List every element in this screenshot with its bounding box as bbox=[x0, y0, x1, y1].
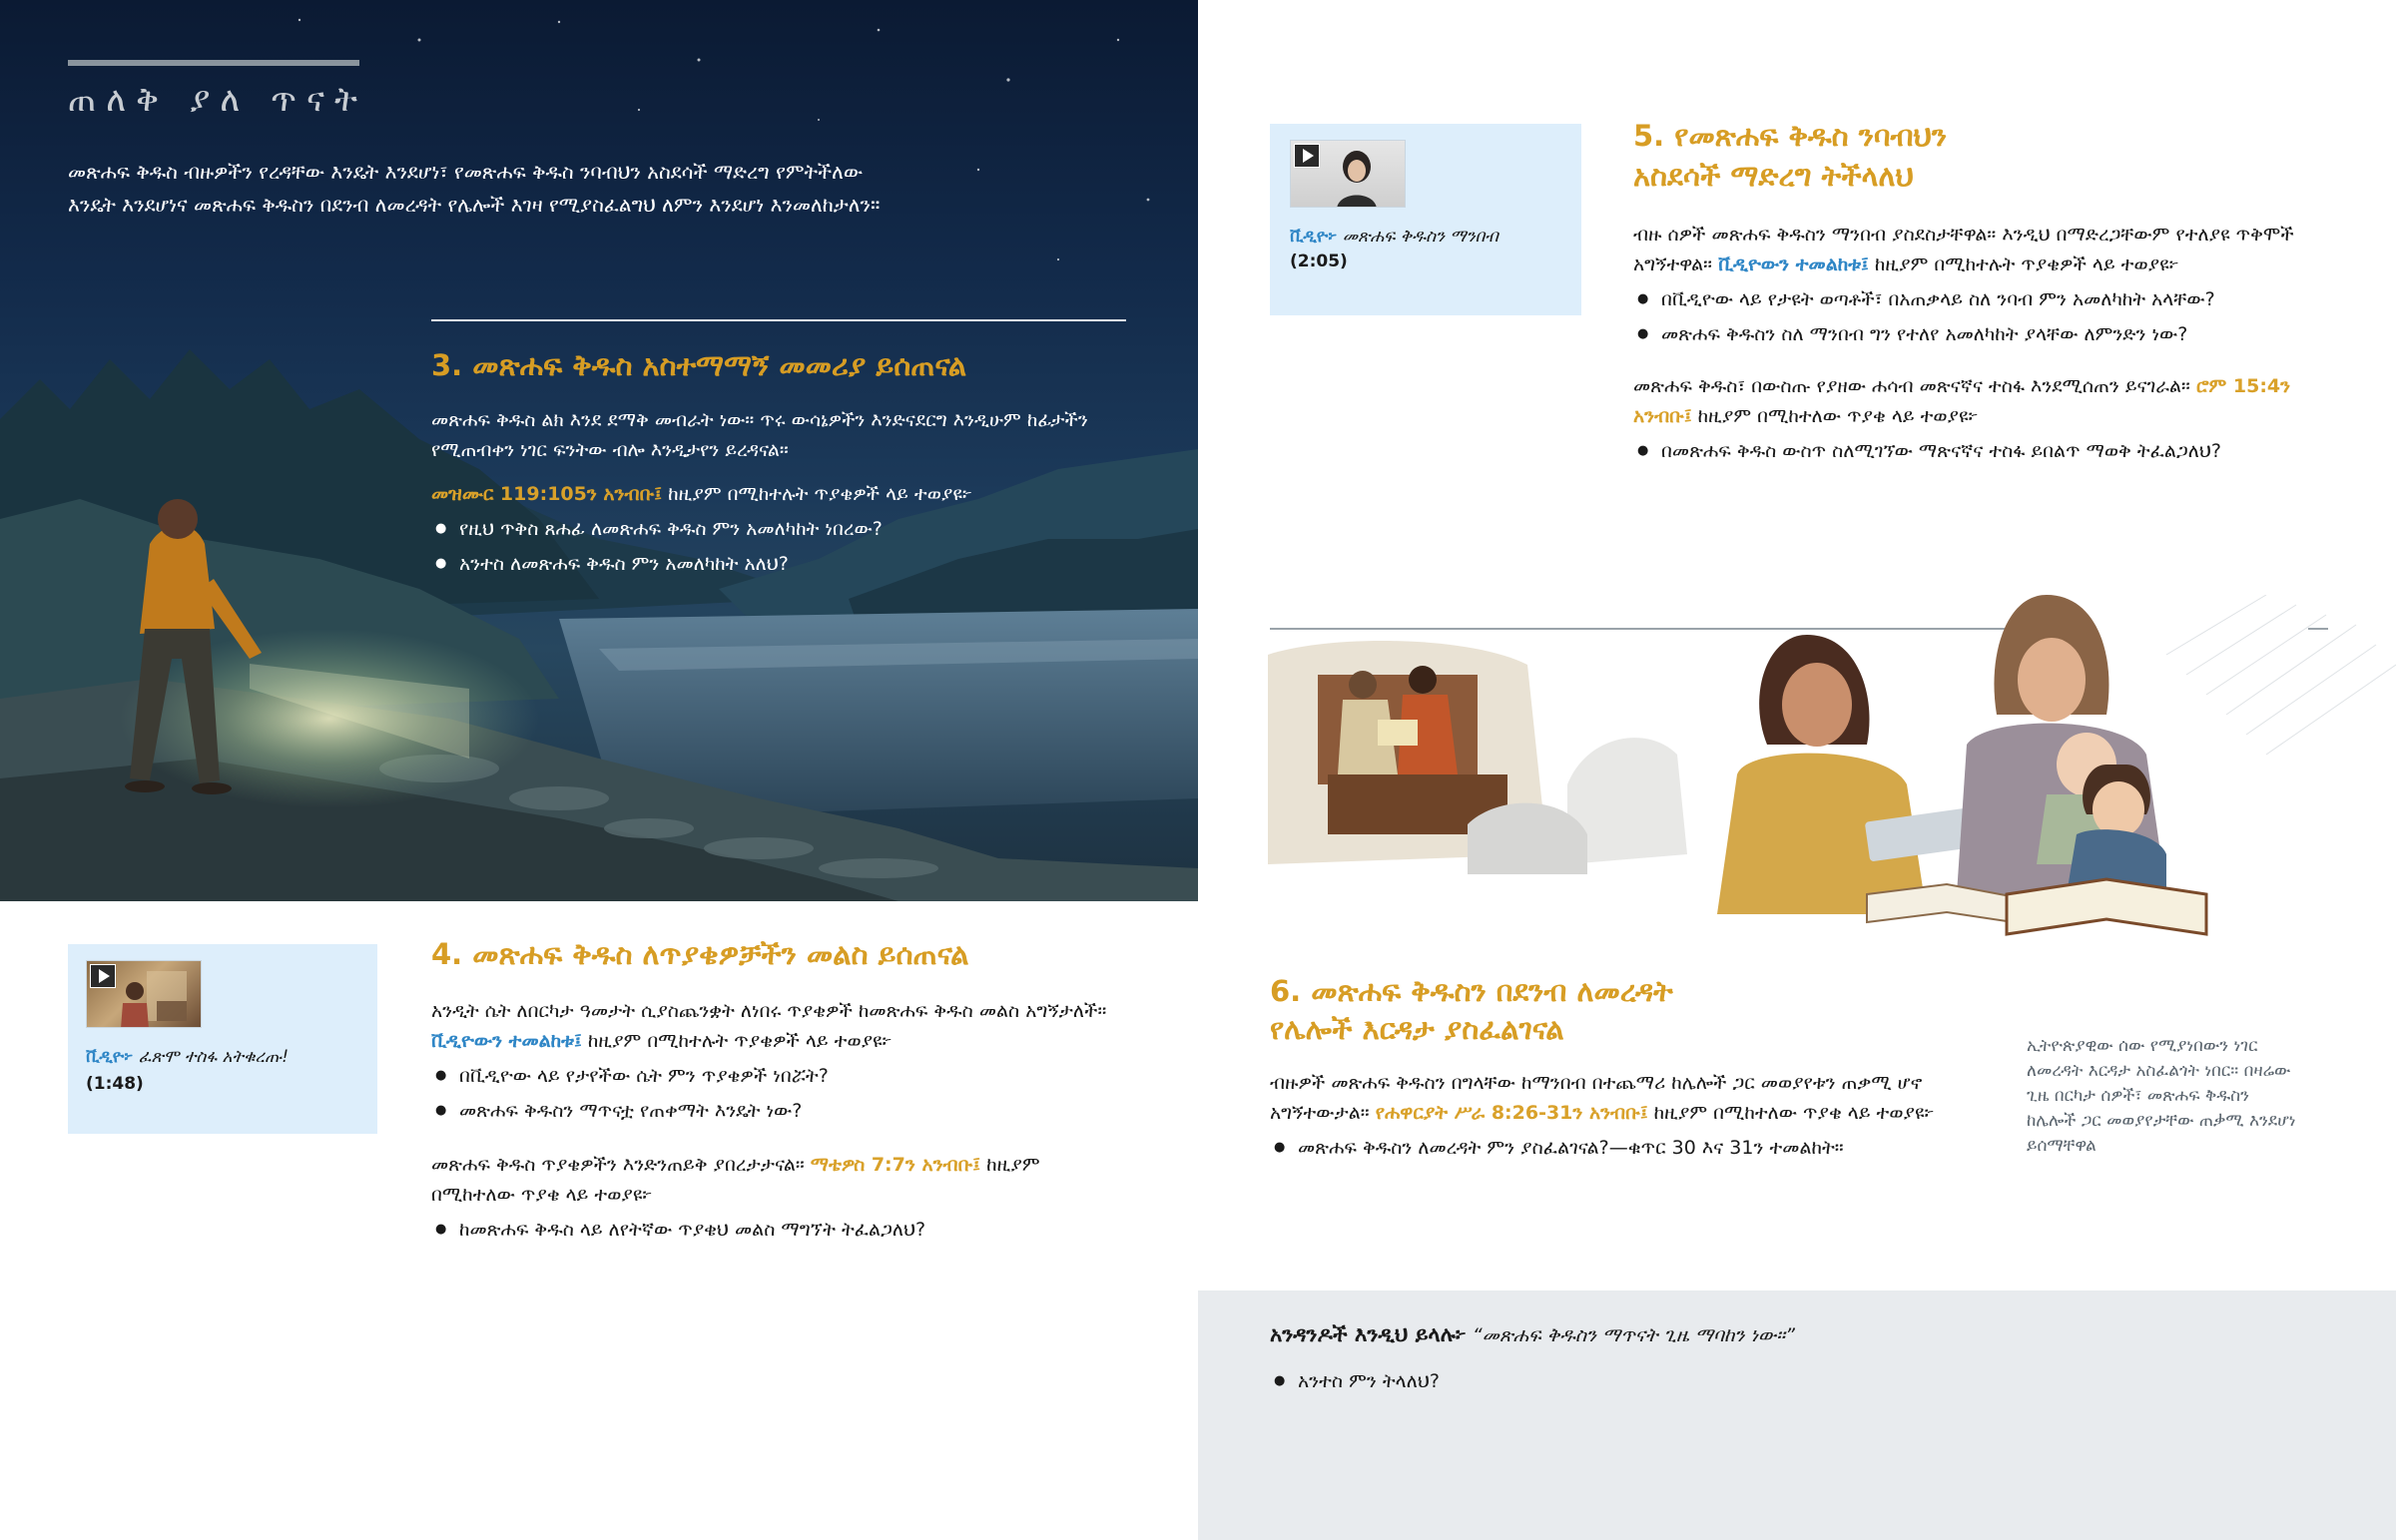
section6-questions bbox=[1270, 1133, 1969, 1163]
video-duration: (1:48) bbox=[86, 1074, 144, 1094]
section6 bbox=[1270, 972, 1969, 1163]
instruction-text: ከዚያም በሚከተሉት ጥያቄዎች ላይ ተወያዩ፦ bbox=[581, 1030, 893, 1052]
question-item: ● በቪዲዮው ላይ የታዩት ወጣቶች፣ በአጠቃላይ ስለ ንባብ ምን አመለካከት አላቸው? bbox=[1633, 284, 2332, 314]
some-people-say-lead: አንዳንዶች እንዲህ ይላሉ፦ bbox=[1270, 1322, 1467, 1346]
play-icon[interactable] bbox=[1294, 144, 1320, 168]
section6-body bbox=[1270, 1068, 1969, 1128]
hero-night-illustration bbox=[0, 0, 1198, 901]
watch-video-link[interactable]: ቪዲዮውን ተመልከቱ፤ bbox=[1718, 254, 1869, 275]
section6-title-line2: የሌሎች እርዳታ ያስፈልገናል bbox=[1270, 1012, 1564, 1046]
section5-title-line2: አስደሳች ማድረግ ትችላለህ bbox=[1633, 159, 1914, 193]
some-people-say-line bbox=[1270, 1317, 1795, 1352]
deep-study-title: ጠለቅ ያለ ጥናት bbox=[68, 80, 367, 120]
section3-questions bbox=[431, 514, 1120, 579]
section5-title bbox=[1633, 116, 2332, 196]
section4-title: 4. መጽሐፍ ቅዱስ ለጥያቄዎቻችን መልስ ይሰጠናል bbox=[431, 937, 969, 971]
body-text: መጽሐፍ ቅዱስ፣ በውስጡ የያዘው ሐሳብ መጽናኛና ተስፋ እንደሚሰጠን ይናገራል። bbox=[1633, 375, 2196, 397]
section5-body2 bbox=[1633, 371, 2332, 431]
section6-title bbox=[1270, 972, 1969, 1048]
scripture-link-matthew[interactable]: ማቴዎስ 7:7ን አንብቡ፤ bbox=[810, 1154, 981, 1176]
video-title[interactable]: መጽሐፍ ቅዱስን ማንበብ bbox=[1342, 227, 1498, 247]
scripture-link-romans[interactable]: ሮም 15:4ን አንብቡ፤ bbox=[1633, 375, 2291, 427]
section4-questions2 bbox=[431, 1215, 1120, 1245]
deep-study-header-bar bbox=[68, 60, 359, 66]
section3 bbox=[431, 345, 1120, 579]
video-caption bbox=[86, 1044, 365, 1070]
video-duration: (2:05) bbox=[1290, 252, 1348, 271]
illustration-caption: ኢትዮጵያዊው ሰው የሚያነበውን ነገር ለመረዳት እርዳታ አስፈልጎት ነበር። በዛሬው ጊዜ በርካታ ሰዎች፣ መጽሐፍ ቅዱስን ከሌሎች ጋር መወያየታቸው ጠቃሚ እንደሆነ ይሰማቸዋል bbox=[2027, 1036, 2296, 1156]
deep-study-intro: መጽሐፍ ቅዱስ ብዙዎችን የረዳቸው እንዴት እንደሆነ፣ የመጽሐፍ ቅዱስ ንባብህን አስደሳች ማድረግ የምትችለው እንዴት እንደሆነና መጽሐፍ ቅዱስን በደንብ ለመረዳት የሌሎች እገዛ የሚያስፈልግህ ለምን እንደሆነ እንመለከታለን። bbox=[68, 160, 881, 217]
video-card-never-give-up[interactable] bbox=[68, 944, 377, 1134]
question-item: ● መጽሐፍ ቅዱስን ለመረዳት ምን ያስፈልገናል?—ቁጥር 30 እና 31ን ተመልከት። bbox=[1270, 1133, 1969, 1163]
question-item: ● በቪዲዮው ላይ የታየችው ሴት ምን ጥያቄዎች ነበሯት? bbox=[431, 1061, 1120, 1091]
body-text: መጽሐፍ ቅዱስ ጥያቄዎችን እንድንጠይቅ ያበረታታናል። bbox=[431, 1154, 811, 1176]
section4-body2 bbox=[431, 1150, 1120, 1210]
section3-divider bbox=[431, 319, 1126, 321]
video-label: ቪዲዮ፦ bbox=[86, 1047, 134, 1067]
section3-instruction bbox=[431, 479, 1120, 509]
section4-body bbox=[431, 996, 1120, 1056]
instruction-text: ከዚያም በሚከተሉት ጥያቄዎች ላይ ተወያዩ፦ bbox=[1868, 254, 2179, 275]
question-item: ● አንተስ ለመጽሐፍ ቅዱስ ምን አመለካከት አለህ? bbox=[431, 549, 1120, 579]
section5 bbox=[1633, 116, 2332, 466]
question-item: ● አንተስ ምን ትላለህ? bbox=[1270, 1366, 1440, 1396]
family-bible-study-illustration bbox=[1268, 595, 2396, 984]
section5-questions bbox=[1633, 284, 2332, 349]
question-item: ● ከመጽሐፍ ቅዱስ ላይ ለየትኛው ጥያቄህ መልስ ማግኘት ትፈልጋለህ? bbox=[431, 1215, 1120, 1245]
video-title[interactable]: ፈጽሞ ተስፋ አትቁረጡ! bbox=[138, 1047, 290, 1067]
section5-questions2 bbox=[1633, 436, 2332, 466]
play-icon[interactable] bbox=[90, 964, 116, 988]
instruction-text: ከዚያም በሚከተለው ጥያቄ ላይ ተወያዩ፦ bbox=[1647, 1102, 1935, 1124]
section5-title-line1: 5. የመጽሐፍ ቅዱስ ንባብህን bbox=[1633, 119, 1948, 153]
video-label: ቪዲዮ፦ bbox=[1290, 227, 1338, 247]
instruction-text: ከዚያም በሚከተለው ጥያቄ ላይ ተወያዩ፦ bbox=[431, 1154, 1040, 1206]
section6-title-line1: 6. መጽሐፍ ቅዱስን በደንብ ለመረዳት bbox=[1270, 974, 1673, 1008]
section3-title: 3. መጽሐፍ ቅዱስ አስተማማኝ መመሪያ ይሰጠናል bbox=[431, 348, 967, 382]
body-text: ብዙ ሰዎች መጽሐፍ ቅዱስን ማንበብ ያስደስታቸዋል። እንዲህ በማድረጋቸውም የተለያዩ ጥቅሞች አግኝተዋል። bbox=[1633, 224, 2294, 275]
video-caption bbox=[1290, 224, 1569, 250]
section4 bbox=[431, 934, 1120, 1245]
some-people-say-quote: “መጽሐፍ ቅዱስን ማጥናት ጊዜ ማባከን ነው።” bbox=[1466, 1324, 1796, 1346]
body-text: አንዲት ሴት ለበርካታ ዓመታት ሲያስጨንቋት ለነበሩ ጥያቄዎች ከመጽሐፍ ቅዱስ መልስ አግኝታለች። bbox=[431, 1000, 1107, 1022]
video-thumbnail[interactable] bbox=[1290, 140, 1406, 208]
video-card-reading-bible[interactable] bbox=[1270, 124, 1581, 315]
instruction-text: ከዚያም በሚከተሉት ጥያቄዎች ላይ ተወያዩ፦ bbox=[662, 483, 972, 505]
video-thumbnail[interactable] bbox=[86, 960, 202, 1028]
question-item: ● መጽሐፍ ቅዱስን ስለ ማንበብ ግን የተለየ አመለካከት ያላቸው ለምንድን ነው? bbox=[1633, 319, 2332, 349]
scripture-link-psalm[interactable]: መዝሙር 119:105ን አንብቡ፤ bbox=[431, 483, 663, 505]
section3-body: መጽሐፍ ቅዱስ ልክ እንደ ደማቅ መብራት ነው። ጥሩ ውሳኔዎችን እንድናደርግ እንዲሁም ከፊታችን የሚጠብቀን ነገር ፍንትው ብሎ እንዲታየን ይረዳናል። bbox=[431, 409, 1088, 461]
body-text: ብዙዎች መጽሐፍ ቅዱስን በግላቸው ከማንበብ በተጨማሪ ከሌሎች ጋር መወያየቱን ጠቃሚ ሆኖ አግኝተውታል። bbox=[1270, 1072, 1923, 1124]
watch-video-link[interactable]: ቪዲዮውን ተመልከቱ፤ bbox=[431, 1030, 582, 1052]
question-item: ● መጽሐፍ ቅዱስን ማጥናቷ የጠቀማት እንዴት ነው? bbox=[431, 1096, 1120, 1126]
ethiopian-chariot-scene bbox=[1268, 641, 1687, 874]
section5-body bbox=[1633, 220, 2332, 279]
question-item: ● በመጽሐፍ ቅዱስ ውስጥ ስለሚገኘው ማጽናኛና ተስፋ ይበልጥ ማወቅ ትፈልጋለህ? bbox=[1633, 436, 2332, 466]
some-people-say-questions bbox=[1270, 1361, 1440, 1396]
question-item: ● የዚህ ጥቅስ ጸሐፊ ለመጽሐፍ ቅዱስ ምን አመለካከት ነበረው? bbox=[431, 514, 1120, 544]
instruction-text: ከዚያም በሚከተለው ጥያቄ ላይ ተወያዩ፦ bbox=[1691, 405, 1979, 427]
section4-questions bbox=[431, 1061, 1120, 1126]
scripture-link-acts[interactable]: የሐዋርያት ሥራ 8:26-31ን አንብቡ፤ bbox=[1375, 1102, 1648, 1124]
